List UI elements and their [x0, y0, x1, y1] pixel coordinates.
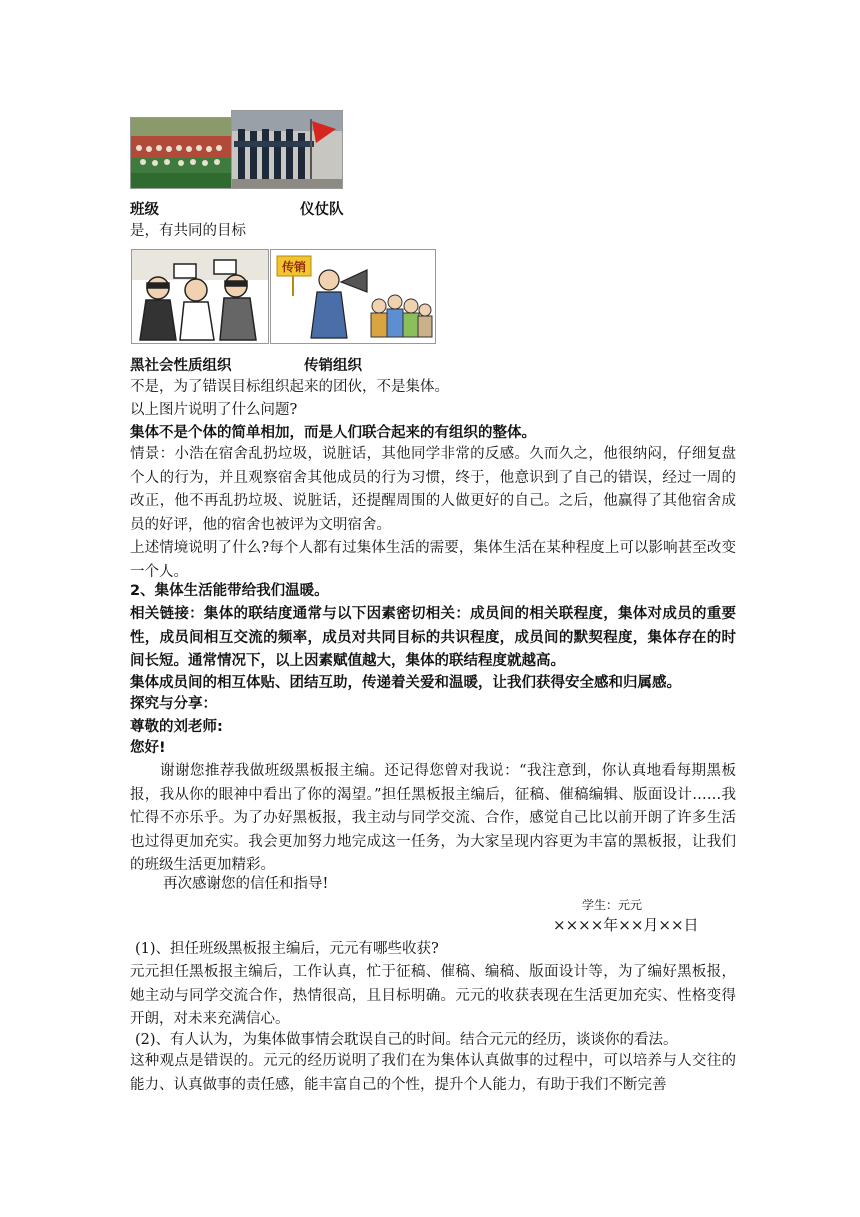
- caption-pyramid: 传销组织: [304, 358, 362, 374]
- scenario-question: 上述情境说明了什么?每个人都有过集体生活的需要，集体生活在某种程度上可以影响甚至改变一个人。: [130, 540, 736, 580]
- question-2-2: (2)、有人认为，为集体做事情会耽误自己的时间。结合元元的经历，谈谈你的看法。: [135, 1032, 678, 1048]
- letter-body: 谢谢您推荐我做班级黑板报主编。还记得您曾对我说：“我注意到，你认真地看每期黑板报，我从你的眼神中看出了你的渴望。”担任黑板报主编后，征稿、催稿编辑、版面设计……我忙得不亦乐乎。为了办好黑板报，我主动与同学交流、合作，感觉自己比以前开朗了许多生活也过得更加充实。我会更加努力地完成这一任务，为大家呈现内容更为丰富的黑板报，让我们的班级生活更加精彩。: [130, 763, 736, 873]
- class-photo-icon: [131, 118, 231, 188]
- no-answer: 不是，为了错误目标组织起来的团伙，不是集体。: [130, 379, 449, 395]
- related-link: 相关链接：集体的联结度通常与以下因素密切相关：成员间的相关联程度，集体对成员的重要性，成员间相互交流的频率，成员对共同目标的共识程度，成员间的默契程度，集体存在的时间长短。通常情况下，以上因素赋值越大，集体的联结程度就越高。: [130, 606, 736, 669]
- answer-2-2: 这种观点是错误的。元元的经历说明了我们在为集体认真做事的过程中，可以培养与人交往的能力、认真做事的责任感，能丰富自己的个性，提升个人能力，有助于我们不断完善: [130, 1053, 736, 1093]
- honor-guard-photo-icon: [232, 111, 342, 188]
- caption-honor-guard: 仪仗队: [300, 202, 344, 218]
- scenario-paragraph: 情景：小浩在宿舍乱扔垃圾，说脏话，其他同学非常的反感。久而久之，他很纳闷，仔细复盘个人的行为，并且观察宿舍其他成员的行为习惯，终于，他意识到了自己的错误，经过一周的改正，他不再乱扔垃圾、说脏话，还提醒周围的人做更好的自己。之后，他赢得了其他宿舍成员的好评，他的宿舍也被评为文明宿舍。: [130, 446, 736, 533]
- letter-hello: 您好!: [130, 740, 166, 756]
- heading-2: 2、集体生活能带给我们温暖。: [130, 583, 329, 599]
- explore-heading: 探究与分享：: [130, 696, 217, 712]
- question-1: 以上图片说明了什么问题?: [130, 402, 298, 418]
- question-2-1: (1)、担任班级黑板报主编后，元元有哪些收获?: [135, 941, 439, 957]
- caption-gang: 黑社会性质组织: [130, 358, 232, 374]
- pyramid-sign-text: 传销: [281, 260, 307, 274]
- letter-thanks: 再次感谢您的信任和指导!: [163, 876, 329, 892]
- gang-cartoon: [131, 249, 269, 344]
- pyramid-scheme-cartoon: [270, 249, 436, 344]
- warmth-statement: 集体成员间的相互体贴、团结互助，传递着关爱和温暖，让我们获得安全感和归属感。: [130, 675, 681, 691]
- answer-1: 集体不是个体的简单相加，而是人们联合起来的有组织的整体。: [130, 425, 536, 441]
- letter-signature: 学生：元元: [582, 898, 643, 912]
- honor-guard-photo: [231, 110, 343, 189]
- caption-class: 班级: [130, 202, 159, 218]
- gang-cartoon-icon: [132, 250, 268, 343]
- answer-2-1: 元元担任黑板报主编后，工作认真，忙于征稿、催稿、编稿、版面设计等，为了编好黑板报，她主动与同学交流合作，热情很高，且目标明确。元元的收获表现在生活更加充实、性格变得开朗，对未来充满信心。: [130, 964, 736, 1027]
- pyramid-scheme-cartoon-icon: [271, 250, 435, 343]
- letter-salutation: 尊敬的刘老师:: [130, 719, 223, 735]
- yes-answer: 是，有共同的目标: [130, 223, 246, 239]
- class-photo: [130, 117, 232, 189]
- letter-date: ××××年××月××日: [553, 916, 699, 934]
